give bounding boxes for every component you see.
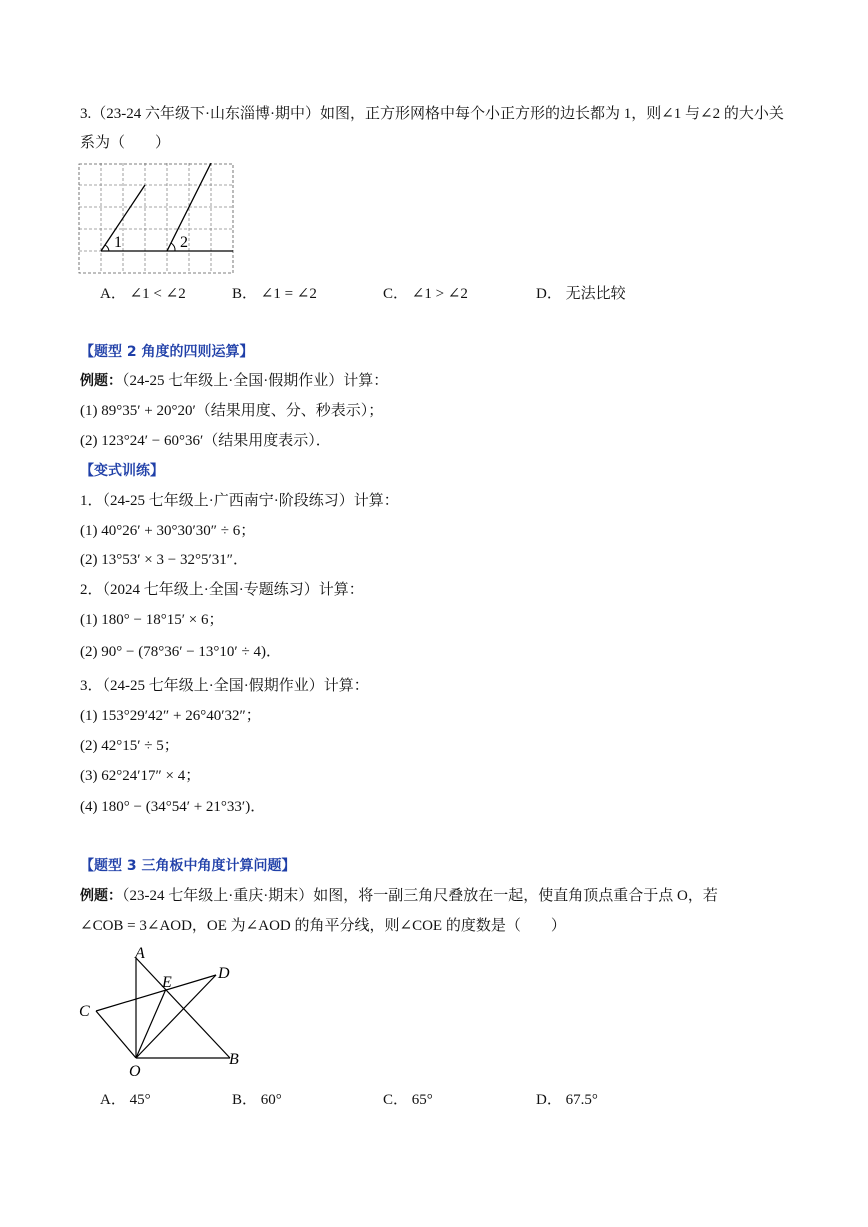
practice3-item-4: (4) 180° − (34°54′ + 21°33′)． (80, 799, 266, 815)
point-b-label: B (229, 1051, 239, 1068)
practice2-text: 2．（2024 七年级上·全国·专题练习）计算： (80, 582, 364, 598)
practice3-item-3: (3) 62°24′17″ × 4； (80, 768, 201, 784)
point-a-label: A (135, 945, 145, 962)
practice3-item-1: (1) 153°29′42″ + 26°40′32″； (80, 708, 261, 724)
point-o-label: O (129, 1063, 141, 1080)
q3-option-a: A． ∠1 < ∠2 (100, 286, 186, 302)
section3-option-c: C． 65° (383, 1092, 433, 1108)
q3-angle1-label: 1 (114, 234, 122, 251)
practice1-item-2: (2) 13°53′ × 3 − 32°5′31″． (80, 552, 248, 568)
section3-option-a: A． 45° (100, 1092, 151, 1108)
q3-text-line2: 系为（ ） (80, 135, 171, 151)
practice3-item-2: (2) 42°15′ ÷ 5； (80, 738, 179, 754)
point-d-label: D (218, 965, 230, 982)
section2-example-item-2: (2) 123°24′ − 60°36′（结果用度表示）． (80, 433, 331, 449)
point-c-label: C (79, 1003, 90, 1020)
q3-grid-figure (78, 163, 236, 277)
practice3-text: 3．（24-25 七年级上·全国·假期作业）计算： (80, 678, 369, 694)
point-e-label: E (162, 974, 172, 991)
practice2-item-1: (1) 180° − 18°15′ × 6； (80, 612, 224, 628)
q3-option-d: D． 无法比较 (536, 286, 626, 302)
practice2-item-2: (2) 90° − (78°36′ − 13°10′ ÷ 4)． (80, 644, 281, 660)
section3-example-line1: 例题：（23-24 七年级上·重庆·期末）如图，将一副三角尺叠放在一起，使直角顶点重合于点 O，若 (80, 888, 718, 904)
section2-example: 例题：（24-25 七年级上·全国·假期作业）计算： (80, 373, 389, 389)
practice-title: 【变式训练】 (80, 463, 164, 479)
practice1-text: 1．（24-25 七年级上·广西南宁·阶段练习）计算： (80, 493, 399, 509)
q3-text-line1: 3.（23-24 六年级下·山东淄博·期中）如图，正方形网格中每个小正方形的边长都为 1，则∠1 与∠2 的大小关 (80, 106, 784, 122)
section3-example-line2: ∠COB = 3∠AOD，OE 为∠AOD 的角平分线，则∠COE 的度数是（ ） (80, 918, 566, 934)
section2-title: 【题型 2 角度的四则运算】 (80, 344, 254, 360)
q3-angle2-label: 2 (180, 234, 188, 251)
practice1-item-1: (1) 40°26′ + 30°30′30″ ÷ 6； (80, 523, 256, 539)
triangle-rulers-figure (70, 940, 260, 1080)
q3-option-c: C． ∠1 > ∠2 (383, 286, 468, 302)
section2-example-item-1: (1) 89°35′ + 20°20′（结果用度、分、秒表示）； (80, 403, 384, 419)
q3-option-b: B． ∠1 = ∠2 (232, 286, 317, 302)
section3-title: 【题型 3 三角板中角度计算问题】 (80, 858, 296, 874)
section3-option-d: D． 67.5° (536, 1092, 598, 1108)
section3-option-b: B． 60° (232, 1092, 282, 1108)
